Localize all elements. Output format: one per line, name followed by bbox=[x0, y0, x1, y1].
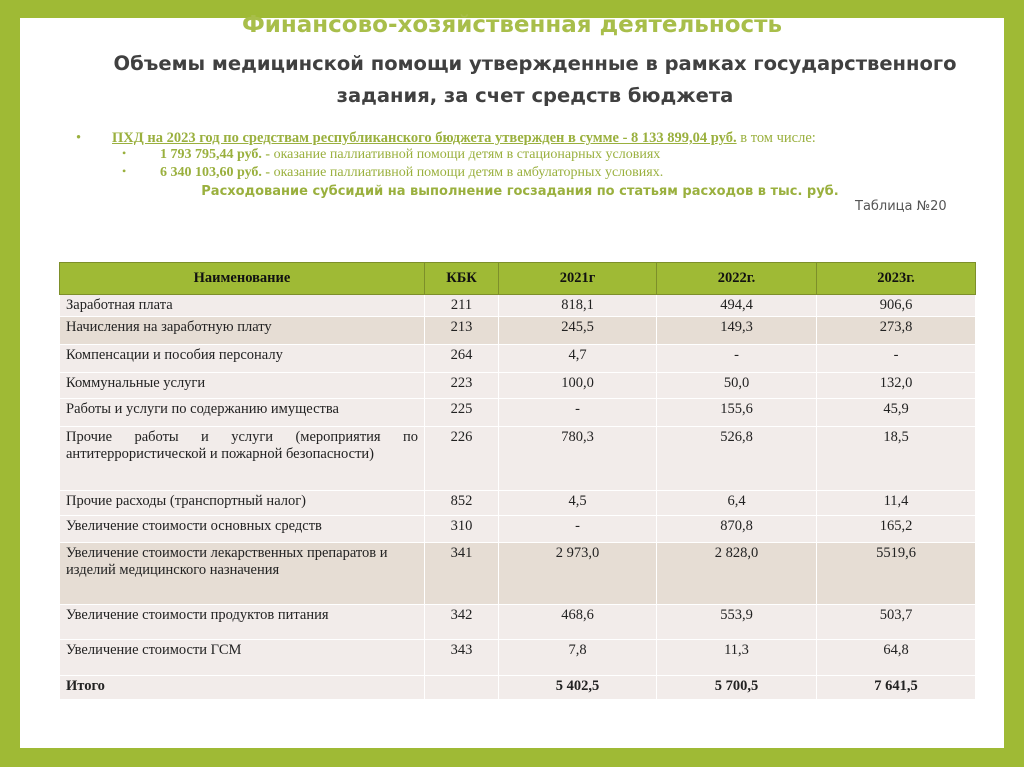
cell-kbk: 310 bbox=[425, 516, 499, 543]
cell-2023: 5519,6 bbox=[817, 543, 976, 605]
cell-kbk: 343 bbox=[425, 640, 499, 676]
cell-2022: 6,4 bbox=[657, 491, 817, 516]
cell-2023: 18,5 bbox=[817, 427, 976, 491]
cell-name: Коммунальные услуги bbox=[60, 373, 425, 399]
sub-bullet bbox=[122, 164, 664, 181]
cell-2021: 818,1 bbox=[499, 295, 657, 317]
expenses-table bbox=[59, 262, 976, 700]
header-2021: 2021г bbox=[499, 263, 657, 295]
bullet-icon: • bbox=[122, 164, 127, 178]
cell-2023: - bbox=[817, 345, 976, 373]
cell-name: Увеличение стоимости продуктов питания bbox=[60, 605, 425, 640]
cell-2021: 100,0 bbox=[499, 373, 657, 399]
cell-kbk: 342 bbox=[425, 605, 499, 640]
cell-kbk: 223 bbox=[425, 373, 499, 399]
table-row bbox=[60, 543, 976, 605]
sub-bullet bbox=[122, 146, 661, 163]
cell-name: Увеличение стоимости лекарственных препаратов и изделий медицинского назначения bbox=[60, 543, 425, 605]
table-caption: Расходование субсидий на выполнение госзадания по статьям расходов в тыс. руб. bbox=[201, 184, 839, 199]
cell-2021: - bbox=[499, 516, 657, 543]
cell-kbk: 211 bbox=[425, 295, 499, 317]
bullet-icon: • bbox=[76, 130, 82, 146]
sub-bullet-amount: 1 793 795,44 руб. - bbox=[160, 147, 271, 162]
table-row bbox=[60, 345, 976, 373]
cell-2023: 45,9 bbox=[817, 399, 976, 427]
table-number: Таблица №20 bbox=[855, 199, 947, 214]
cell-2021: 468,6 bbox=[499, 605, 657, 640]
cell-2022: 50,0 bbox=[657, 373, 817, 399]
cell-2022: 494,4 bbox=[657, 295, 817, 317]
cell-name: Увеличение стоимости основных средств bbox=[60, 516, 425, 543]
cell-kbk: 341 bbox=[425, 543, 499, 605]
cell-kbk: 213 bbox=[425, 317, 499, 345]
table-row bbox=[60, 373, 976, 399]
table-row bbox=[60, 640, 976, 676]
cell-2023: 64,8 bbox=[817, 640, 976, 676]
sub-bullet-text: оказание паллиативной помощи детям в стационарных условиях bbox=[270, 147, 661, 162]
table-row bbox=[60, 491, 976, 516]
bullet-icon: • bbox=[122, 146, 127, 160]
cell-2022: - bbox=[657, 345, 817, 373]
cell-2021: 7,8 bbox=[499, 640, 657, 676]
cell-2021: 4,5 bbox=[499, 491, 657, 516]
table-total-row bbox=[60, 676, 976, 700]
header-2022: 2022г. bbox=[657, 263, 817, 295]
cell-2023: 273,8 bbox=[817, 317, 976, 345]
cell-name: Компенсации и пособия персоналу bbox=[60, 345, 425, 373]
sub-bullet-text: оказание паллиативной помощи детям в амбулаторных условиях. bbox=[270, 165, 664, 180]
cell-2022: 149,3 bbox=[657, 317, 817, 345]
cell-2023: 906,6 bbox=[817, 295, 976, 317]
cell-2023: 503,7 bbox=[817, 605, 976, 640]
cell-2023: 165,2 bbox=[817, 516, 976, 543]
table-row bbox=[60, 295, 976, 317]
cell-2021: 4,7 bbox=[499, 345, 657, 373]
cell-2022: 526,8 bbox=[657, 427, 817, 491]
cell-2022: 155,6 bbox=[657, 399, 817, 427]
header-2023: 2023г. bbox=[817, 263, 976, 295]
total-label: Итого bbox=[60, 676, 425, 700]
total-2021: 5 402,5 bbox=[499, 676, 657, 700]
table-row bbox=[60, 399, 976, 427]
table-row bbox=[60, 317, 976, 345]
cell-2022: 2 828,0 bbox=[657, 543, 817, 605]
table-header-row bbox=[60, 263, 976, 295]
total-kbk bbox=[425, 676, 499, 700]
cell-2021: 780,3 bbox=[499, 427, 657, 491]
main-bullet-suffix: в том числе: bbox=[736, 130, 816, 146]
header-kbk: КБК bbox=[425, 263, 499, 295]
cell-kbk: 225 bbox=[425, 399, 499, 427]
cell-2022: 11,3 bbox=[657, 640, 817, 676]
cell-name: Заработная плата bbox=[60, 295, 425, 317]
main-bullet bbox=[76, 130, 816, 147]
cell-name: Прочие работы и услуги (мероприятия по антитеррористической и пожарной безопасности) bbox=[60, 427, 425, 491]
table-row bbox=[60, 605, 976, 640]
cell-kbk: 226 bbox=[425, 427, 499, 491]
cell-2021: 245,5 bbox=[499, 317, 657, 345]
cell-name: Работы и услуги по содержанию имущества bbox=[60, 399, 425, 427]
total-2023: 7 641,5 bbox=[817, 676, 976, 700]
header-name: Наименование bbox=[60, 263, 425, 295]
page-subtitle: Объемы медицинской помощи утвержденные в рамках государственного задания, за счет средств бюджета bbox=[113, 52, 957, 107]
cell-kbk: 264 bbox=[425, 345, 499, 373]
main-bullet-text: ПХД на 2023 год по средствам республиканского бюджета утвержден в сумме - 8 133 899,04 руб. bbox=[112, 130, 737, 146]
sub-bullet-amount: 6 340 103,60 руб. - bbox=[160, 165, 271, 180]
table-row bbox=[60, 516, 976, 543]
cell-2023: 132,0 bbox=[817, 373, 976, 399]
total-2022: 5 700,5 bbox=[657, 676, 817, 700]
page-title: Финансово-хозяйственная деятельность bbox=[241, 12, 783, 38]
cell-2021: 2 973,0 bbox=[499, 543, 657, 605]
cell-kbk: 852 bbox=[425, 491, 499, 516]
cell-name: Увеличение стоимости ГСМ bbox=[60, 640, 425, 676]
cell-2023: 11,4 bbox=[817, 491, 976, 516]
cell-name: Прочие расходы (транспортный налог) bbox=[60, 491, 425, 516]
cell-name: Начисления на заработную плату bbox=[60, 317, 425, 345]
cell-2022: 553,9 bbox=[657, 605, 817, 640]
table-row bbox=[60, 427, 976, 491]
cell-2022: 870,8 bbox=[657, 516, 817, 543]
cell-2021: - bbox=[499, 399, 657, 427]
